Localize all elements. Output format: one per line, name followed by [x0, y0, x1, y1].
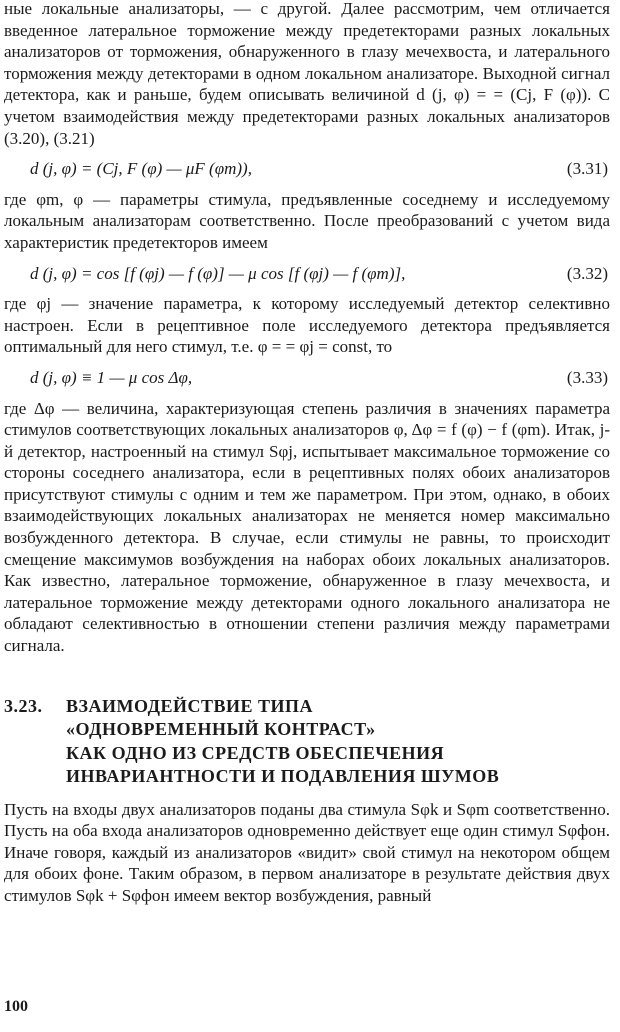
section-heading [4, 695, 610, 789]
equation-number: (3.31) [566, 159, 608, 179]
paragraph-4: где Δφ — величина, характеризующая степень различия в значениях параметра стимулов соответствующих локальных анализаторов φ, Δφ = f (φ) − f (φm). Итак, j-й детектор, настроенный на стимул Sφj, испытывает максимальное торможение со стороны соседнего анализатора, если в рецептивных полях обоих анализаторов присутствуют стимулы с одним и тем же параметром. При этом, однако, в обоих взаимодействующих локальных анализаторах не меняется номер максимально возбужденного детектора. В случае, если стимулы не равны, то происходит смещение максимумов возбуждения на наборах обоих локальных анализаторов. Как известно, латеральное торможение, обнаруженное в глазу мечехвоста, и латеральное торможение между детекторами одного локального анализатора не обладают селективностью в отношении степени различия между параметрами сигнала. [4, 398, 610, 656]
paragraph-2: где φm, φ — параметры стимула, предъявленные соседнему и исследуемому локальным анализаторам соответственно. После преобразований с учетом вида характеристик предетекторов имеем [4, 189, 610, 252]
equation-expression: d (j, φ) = cos [f (φj) — f (φ)] — μ cos [f (φj) — f (φm)], [30, 263, 406, 283]
section-title-line: «ОДНОВРЕМЕННЫЙ КОНТРАСТ» [66, 719, 376, 740]
section-title-line: КАК ОДНО ИЗ СРЕДСТВ ОБЕСПЕЧЕНИЯ [66, 742, 445, 763]
section-title [66, 695, 499, 789]
section-title-line: ВЗАИМОДЕЙСТВИЕ ТИПА [66, 695, 314, 716]
equation-3-31 [4, 158, 610, 180]
paragraph-5: Пусть на входы двух анализаторов поданы два стимула Sφk и Sφm соответственно. Пусть на оба входа анализаторов одновременно действует еще один стимул Sφфон. Иначе говоря, каждый из анализаторов «видит» свой стимул на некотором общем для обоих фоне. Таким образом, в первом анализаторе в результате действия двух стимулов Sφk + Sφфон имеем вектор возбуждения, равный [4, 799, 610, 905]
equation-expression: d (j, φ) = (Cj, F (φ) — μF (φm)), [30, 159, 252, 179]
equation-3-32 [4, 263, 610, 285]
equation-expression: d (j, φ) ≡ 1 — μ cos Δφ, [30, 367, 193, 387]
paragraph-3: где φj — значение параметра, к которому исследуемый детектор селективно настроен. Если в рецептивное поле исследуемого детектора предъявляется оптимальный для него стимул, т.е. φ = = φj = const, то [4, 294, 610, 357]
section-number: 3.23. [4, 695, 43, 716]
paragraph-1: ные локальные анализаторы, — с другой. Далее рассмотрим, чем отличается введенное латеральное торможение между предетекторами разных локальных анализаторов от торможения, обнаруженного в глазу мечехвоста, и латерального торможения между детекторами в одном локальном анализаторе. Выходной сигнал детектора, как и раньше, будем описывать величиной d (j, φ) = = (Cj, F (φ)). С учетом взаимодействия между предетекторами разных локальных анализаторов (3.20), (3.21) [4, 0, 610, 148]
equation-3-33 [4, 367, 610, 389]
equation-number: (3.33) [566, 367, 608, 387]
page-number: 100 [4, 998, 28, 1015]
equation-number: (3.32) [566, 263, 608, 283]
section-title-line: ИНВАРИАНТНОСТИ И ПОДАВЛЕНИЯ ШУМОВ [66, 766, 500, 787]
